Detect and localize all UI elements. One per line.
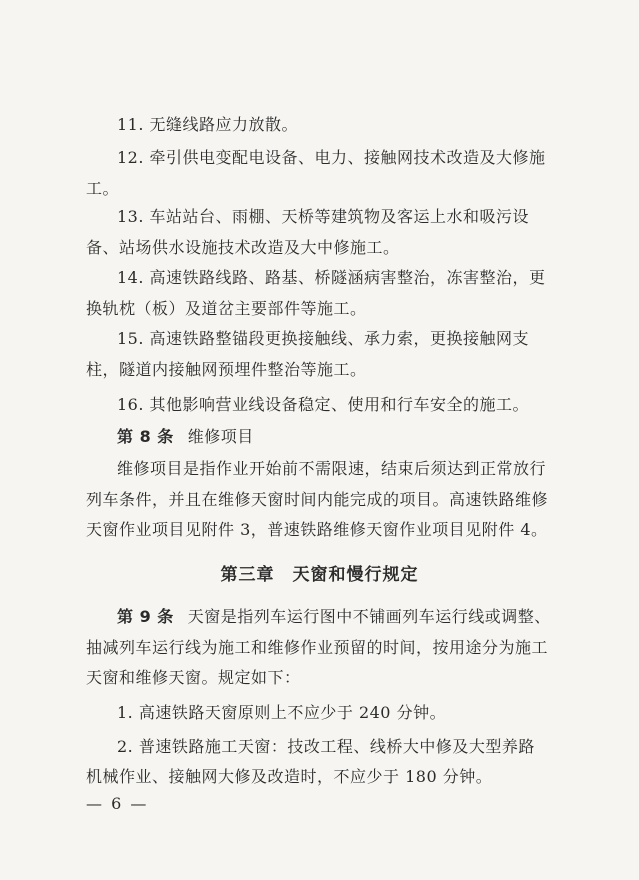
article-9-line-3: 天窗和维修天窗。规定如下： [86, 668, 301, 687]
article-8-heading: 维修项目 [187, 427, 254, 446]
item-13-line-1: 13. 车站站台、雨棚、天桥等建筑物及客运上水和吸污设 [117, 207, 530, 226]
article-8-number: 第 8 条 [117, 427, 174, 446]
article-9-number: 第 9 条 [117, 607, 174, 626]
article-9-line-2: 抽减列车运行线为施工和维修作业预留的时间，按用途分为施工 [86, 638, 549, 657]
item-12-line-1: 12. 牵引供电变配电设备、电力、接触网技术改造及大修施 [117, 148, 546, 167]
article-8-header [117, 427, 254, 447]
article-9-sub-2-line-2: 机械作业、接触网大修及改造时，不应少于 180 分钟。 [86, 767, 493, 786]
article-9-sub-1: 1. 高速铁路天窗原则上不应少于 240 分钟。 [117, 703, 447, 722]
article-8-line-2: 列车条件，并且在维修天窗时间内能完成的项目。高速铁路维修 [86, 490, 549, 509]
article-8-line-1: 维修项目是指作业开始前不需限速，结束后须达到正常放行 [117, 459, 547, 478]
item-15-line-2: 柱，隧道内接触网预埋件整治等施工。 [86, 360, 367, 379]
item-14-line-1: 14. 高速铁路线路、路基、桥隧涵病害整治，冻害整治，更 [117, 268, 546, 287]
item-14-line-2: 换轨枕（板）及道岔主要部件等施工。 [86, 299, 367, 318]
article-8-line-3: 天窗作业项目见附件 3，普速铁路维修天窗作业项目见附件 4。 [86, 520, 548, 539]
item-13-line-2: 备、站场供水设施技术改造及大中修施工。 [86, 238, 400, 257]
item-12-line-2: 工。 [86, 179, 120, 198]
chapter-title: 第三章 天窗和慢行规定 [220, 565, 419, 585]
item-11: 11. 无缝线路应力放散。 [117, 115, 299, 134]
item-16: 16. 其他影响营业线设备稳定、使用和行车安全的施工。 [117, 395, 530, 414]
article-9-line-1 [117, 607, 551, 627]
article-9-first-text: 天窗是指列车运行图中不铺画列车运行线或调整、 [187, 607, 551, 626]
page-number: — 6 — [86, 794, 149, 813]
item-15-line-1: 15. 高速铁路整锚段更换接触线、承力索，更换接触网支 [117, 329, 530, 348]
article-9-sub-2-line-1: 2. 普速铁路施工天窗：技改工程、线桥大中修及大型养路 [117, 737, 535, 756]
